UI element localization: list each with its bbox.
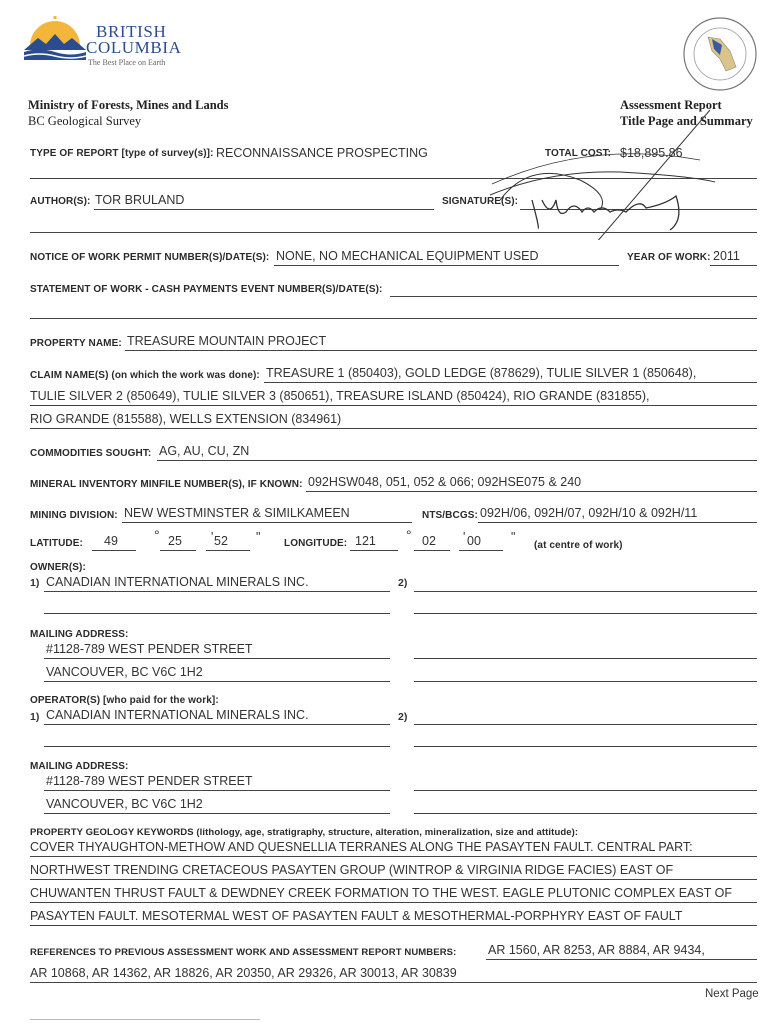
geology-line-3[interactable]: CHUWANTEN THRUST FAULT & DEWDNEY CREEK FORMATION TO THE WEST. EAGLE PLUTONIC COMPLEX EAST OF [30, 886, 732, 900]
ministry-name: Ministry of Forests, Mines and Lands [28, 98, 229, 112]
sunrise-mountains-icon [24, 16, 86, 60]
cost-value[interactable]: $18,895.86 [620, 146, 683, 160]
author-label: AUTHOR(S): [30, 196, 91, 207]
nts-value[interactable]: 092H/06, 092H/07, 092H/10 & 092H/11 [480, 506, 698, 520]
operator2-num: 2) [398, 711, 408, 723]
centre-note: (at centre of work) [534, 540, 623, 551]
property-label: PROPERTY NAME: [30, 338, 122, 349]
geology-label: PROPERTY GEOLOGY KEYWORDS (lithology, age, stratigraphy, structure, alteration, mineralization, size and attitude): [30, 827, 579, 838]
operator1-value[interactable]: CANADIAN INTERNATIONAL MINERALS INC. [46, 708, 309, 722]
year-label: YEAR OF WORK: [627, 252, 711, 263]
claims-line-2[interactable]: TULIE SILVER 2 (850649), TULIE SILVER 3 (850651), TREASURE ISLAND (850424), RIO GRANDE (831855), [30, 389, 650, 403]
nts-label: NTS/BCGS: [422, 510, 478, 521]
handwritten-signature [470, 100, 720, 240]
statement-label: STATEMENT OF WORK - CASH PAYMENTS EVENT NUMBER(S)/DATE(S): [30, 284, 383, 295]
next-page-link[interactable]: Next Page [705, 988, 759, 1000]
bottom-rule [30, 1019, 260, 1020]
op-mailing-label: MAILING ADDRESS: [30, 761, 129, 772]
operator1-num: 1) [30, 711, 40, 723]
signature-label: SIGNATURE(S): [442, 196, 519, 207]
lon-deg-symbol: ° [406, 527, 412, 543]
type-value[interactable]: RECONNAISSANCE PROSPECTING [216, 146, 428, 160]
mailing-label: MAILING ADDRESS: [30, 629, 129, 640]
cost-label: TOTAL COST: [545, 148, 612, 159]
geology-line-4[interactable]: PASAYTEN FAULT. MESOTERMAL WEST OF PASAYTEN FAULT & MESOTHERMAL-PORPHYRY EAST OF FAULT [30, 909, 683, 923]
minfile-label: MINERAL INVENTORY MINFILE NUMBER(S), IF KNOWN: [30, 479, 303, 490]
notice-value[interactable]: NONE, NO MECHANICAL EQUIPMENT USED [276, 249, 539, 263]
commodities-label: COMMODITIES SOUGHT: [30, 448, 152, 459]
logo-tagline: The Best Place on Earth [88, 58, 166, 67]
lon-sec[interactable]: 00 [467, 534, 481, 548]
geology-line-1[interactable]: COVER THYAUGHTON-METHOW AND QUESNELLIA TERRANES ALONG THE PASAYTEN FAULT. CENTRAL PART: [30, 840, 693, 854]
survey-name: BC Geological Survey [28, 114, 142, 128]
year-value[interactable]: 2011 [713, 249, 740, 263]
minfile-value[interactable]: 092HSW048, 051, 052 & 066; 092HSE075 & 240 [308, 475, 582, 489]
lon-deg[interactable]: 121 [355, 534, 376, 548]
owners-label: OWNER(S): [30, 562, 86, 573]
op-mailing-line-2[interactable]: VANCOUVER, BC V6C 1H2 [46, 797, 203, 811]
references-line-1[interactable]: AR 1560, AR 8253, AR 8884, AR 9434, [488, 943, 705, 957]
lat-min-symbol: ' [211, 530, 214, 544]
lat-label: LATITUDE: [30, 538, 83, 549]
owner1-num: 1) [30, 577, 40, 589]
lat-min[interactable]: 25 [168, 534, 182, 548]
commodities-value[interactable]: AG, AU, CU, ZN [159, 444, 250, 458]
property-value[interactable]: TREASURE MOUNTAIN PROJECT [127, 334, 327, 348]
lon-label: LONGITUDE: [284, 538, 348, 549]
lon-min-symbol: ' [463, 530, 466, 544]
operators-label: OPERATOR(S) [who paid for the work]: [30, 695, 219, 706]
logo-line1: BRITISH [96, 22, 167, 41]
owner1-value[interactable]: CANADIAN INTERNATIONAL MINERALS INC. [46, 575, 309, 589]
lat-deg[interactable]: 49 [104, 534, 118, 548]
doc-title-2: Title Page and Summary [620, 114, 753, 128]
seal-icon [680, 15, 760, 93]
lon-sec-symbol: " [511, 530, 516, 544]
references-label: REFERENCES TO PREVIOUS ASSESSMENT WORK AND ASSESSMENT REPORT NUMBERS: [30, 947, 457, 958]
lat-sec[interactable]: 52 [214, 534, 228, 548]
bc-logo [24, 14, 184, 72]
claims-line-1[interactable]: TREASURE 1 (850403), GOLD LEDGE (878629), TULIE SILVER 1 (850648), [266, 366, 697, 380]
mailing-line-1[interactable]: #1128-789 WEST PENDER STREET [46, 642, 253, 656]
mining-div-label: MINING DIVISION: [30, 510, 118, 521]
logo-line2: COLUMBIA [86, 38, 182, 57]
lat-sec-symbol: " [256, 530, 261, 544]
geology-line-2[interactable]: NORTHWEST TRENDING CRETACEOUS PASAYTEN GROUP (WINTROP & VIRGINIA RIDGE FACIES) EAST OF [30, 863, 674, 877]
claims-line-3[interactable]: RIO GRANDE (815588), WELLS EXTENSION (834961) [30, 412, 342, 426]
lat-deg-symbol: ° [154, 527, 160, 543]
notice-label: NOTICE OF WORK PERMIT NUMBER(S)/DATE(S): [30, 252, 270, 263]
mining-div-value[interactable]: NEW WESTMINSTER & SIMILKAMEEN [124, 506, 350, 520]
claims-label: CLAIM NAME(S) (on which the work was done): [30, 370, 260, 381]
op-mailing-line-1[interactable]: #1128-789 WEST PENDER STREET [46, 774, 253, 788]
type-label: TYPE OF REPORT [type of survey(s)]: [30, 148, 214, 159]
author-value[interactable]: TOR BRULAND [95, 193, 185, 207]
lon-min[interactable]: 02 [422, 534, 436, 548]
geological-survey-seal [680, 15, 760, 93]
doc-title-1: Assessment Report [620, 98, 722, 112]
mailing-line-2[interactable]: VANCOUVER, BC V6C 1H2 [46, 665, 203, 679]
owner2-num: 2) [398, 577, 408, 589]
references-line-2[interactable]: AR 10868, AR 14362, AR 18826, AR 20350, AR 29326, AR 30013, AR 30839 [30, 966, 457, 980]
